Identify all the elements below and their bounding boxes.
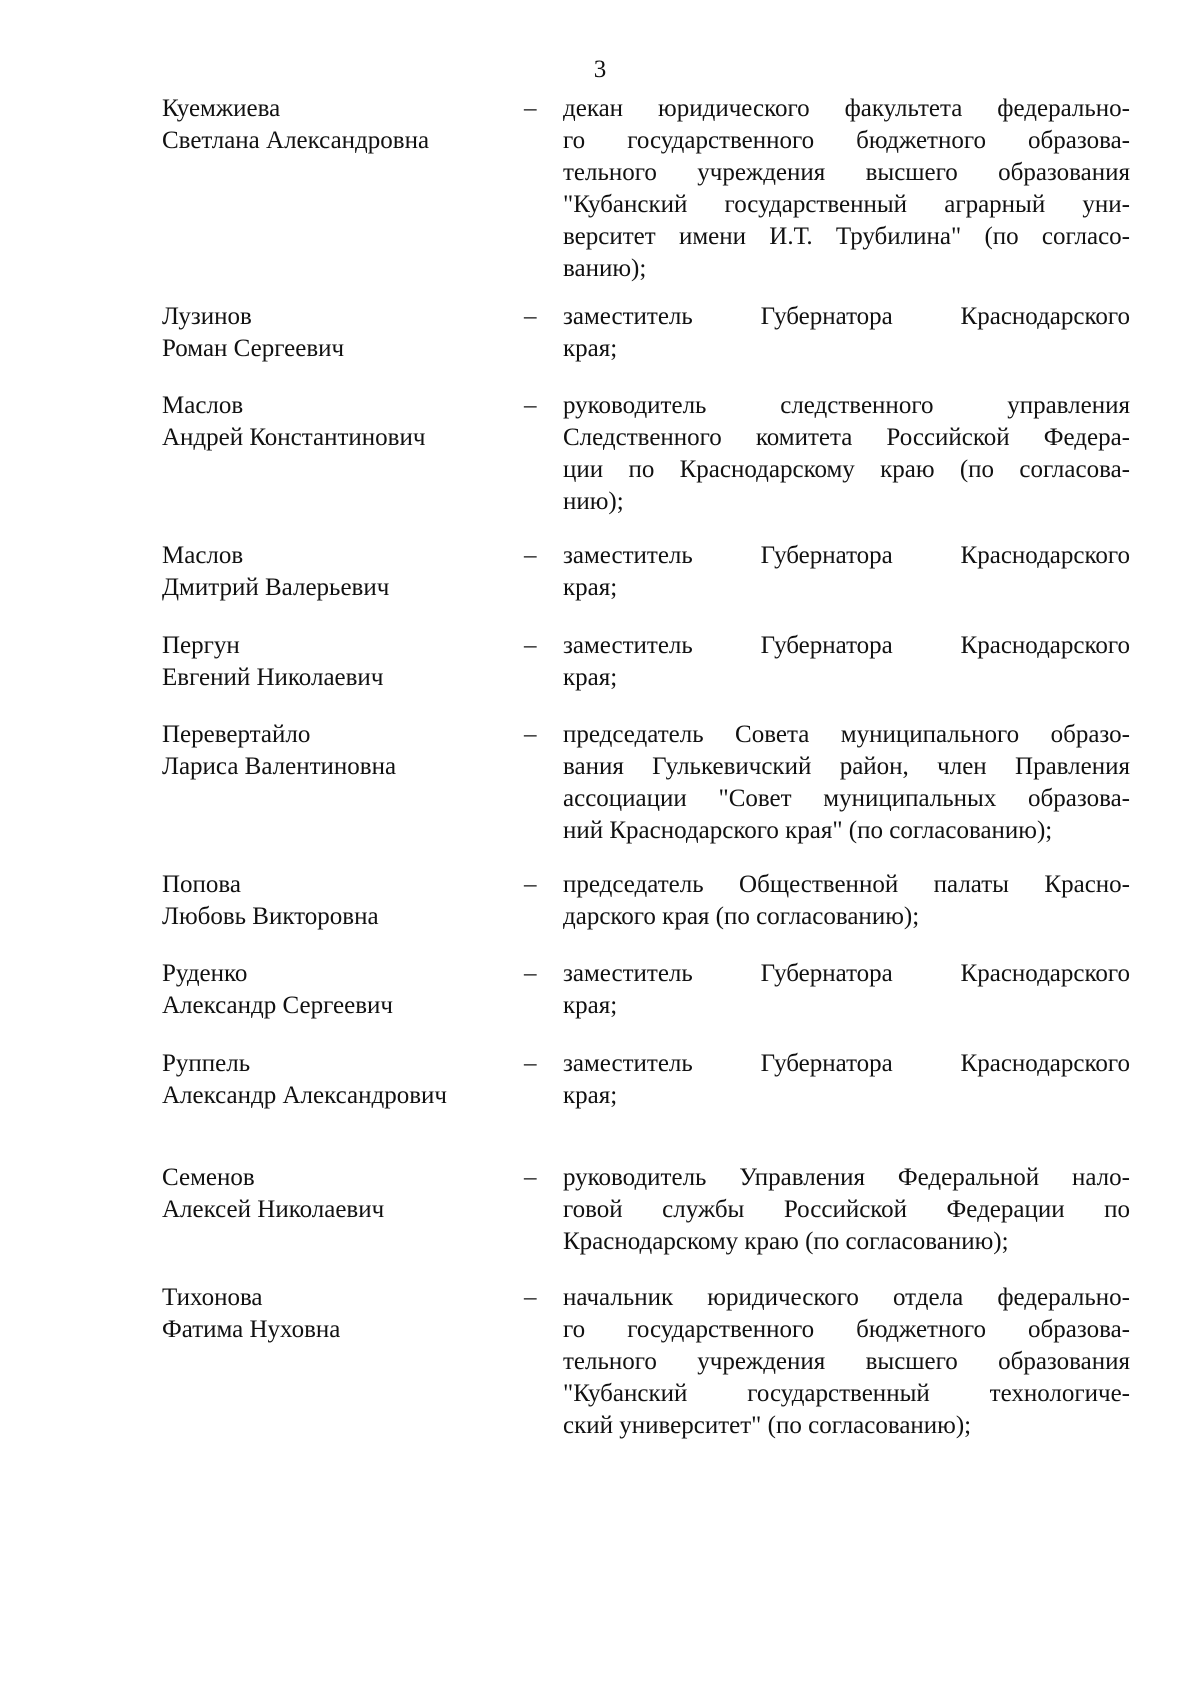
member-position (563, 390, 1130, 518)
member-given-names: Роман Сергеевич (162, 335, 345, 362)
member-surname: Маслов (162, 392, 244, 419)
position-line: го государственного бюджетного образова- (563, 1316, 1130, 1343)
position-line: "Кубанский государственный технологиче- (563, 1380, 1130, 1407)
member-given-names: Андрей Константинович (162, 424, 426, 451)
position-line: Краснодарскому краю (по согласованию); (563, 1228, 1009, 1255)
position-line: ции по Краснодарскому краю (по согласова- (563, 456, 1130, 483)
member-position (563, 1282, 1130, 1442)
position-line: ский университет" (по согласованию); (563, 1412, 972, 1439)
position-line: края; (563, 335, 618, 362)
member-given-names: Дмитрий Валерьевич (162, 574, 390, 601)
separator-dash: – (524, 1164, 537, 1191)
separator-dash: – (524, 542, 537, 569)
position-line: Следственного комитета Российской Федера- (563, 424, 1130, 451)
position-line: руководитель Управления Федеральной нало- (563, 1164, 1130, 1191)
position-line: края; (563, 992, 618, 1019)
member-name (162, 301, 522, 365)
member-surname: Перевертайло (162, 721, 311, 748)
position-line: говой службы Российской Федерации по (563, 1196, 1130, 1223)
position-line: го государственного бюджетного образова- (563, 127, 1130, 154)
member-name (162, 869, 522, 933)
member-position (563, 93, 1130, 285)
member-name (162, 1048, 522, 1112)
member-surname: Куемжиева (162, 95, 281, 122)
position-line: ассоциации "Совет муниципальных образова- (563, 785, 1130, 812)
position-line: края; (563, 664, 618, 691)
member-given-names: Фатима Нуховна (162, 1316, 341, 1343)
member-position (563, 301, 1130, 365)
position-line: "Кубанский государственный аграрный уни- (563, 191, 1130, 218)
position-line: заместитель Губернатора Краснодарского (563, 632, 1130, 659)
member-position (563, 1048, 1130, 1112)
member-surname: Руденко (162, 960, 248, 987)
member-name (162, 390, 522, 454)
position-line: нию); (563, 488, 624, 515)
separator-dash: – (524, 721, 537, 748)
separator-dash: – (524, 632, 537, 659)
member-surname: Маслов (162, 542, 244, 569)
member-name (162, 540, 522, 604)
position-line: декан юридического факультета федерально- (563, 95, 1130, 122)
member-name (162, 630, 522, 694)
member-name (162, 1282, 522, 1346)
member-given-names: Любовь Викторовна (162, 903, 379, 930)
member-surname: Попова (162, 871, 242, 898)
member-position (563, 869, 1130, 933)
member-given-names: Светлана Александровна (162, 127, 430, 154)
position-line: заместитель Губернатора Краснодарского (563, 303, 1130, 330)
member-given-names: Александр Александрович (162, 1082, 447, 1109)
member-position (563, 630, 1130, 694)
position-line: начальник юридического отдела федерально- (563, 1284, 1130, 1311)
position-line: руководитель следственного управления (563, 392, 1130, 419)
position-line: верситет имени И.Т. Трубилина" (по согласо- (563, 223, 1130, 250)
position-line: заместитель Губернатора Краснодарского (563, 960, 1130, 987)
member-surname: Семенов (162, 1164, 255, 1191)
position-line: председатель Общественной палаты Красно- (563, 871, 1130, 898)
position-line: тельного учреждения высшего образования (563, 159, 1130, 186)
member-surname: Тихонова (162, 1284, 263, 1311)
member-given-names: Алексей Николаевич (162, 1196, 385, 1223)
member-name (162, 958, 522, 1022)
separator-dash: – (524, 95, 537, 122)
member-name (162, 1162, 522, 1226)
position-line: тельного учреждения высшего образования (563, 1348, 1130, 1375)
member-given-names: Евгений Николаевич (162, 664, 384, 691)
member-surname: Руппель (162, 1050, 251, 1077)
separator-dash: – (524, 960, 537, 987)
separator-dash: – (524, 871, 537, 898)
member-given-names: Лариса Валентиновна (162, 753, 397, 780)
page-number: 3 (593, 56, 607, 83)
member-position (563, 1162, 1130, 1258)
position-line: ванию); (563, 255, 647, 282)
position-line: дарского края (по согласованию); (563, 903, 920, 930)
separator-dash: – (524, 392, 537, 419)
position-line: вания Гулькевичский район, член Правления (563, 753, 1130, 780)
separator-dash: – (524, 303, 537, 330)
member-surname: Лузинов (162, 303, 252, 330)
separator-dash: – (524, 1284, 537, 1311)
member-surname: Пергун (162, 632, 240, 659)
position-line: заместитель Губернатора Краснодарского (563, 1050, 1130, 1077)
separator-dash: – (524, 1050, 537, 1077)
member-position (563, 958, 1130, 1022)
position-line: края; (563, 574, 618, 601)
position-line: председатель Совета муниципального образо- (563, 721, 1130, 748)
position-line: края; (563, 1082, 618, 1109)
member-name (162, 93, 522, 157)
member-given-names: Александр Сергеевич (162, 992, 393, 1019)
member-position (563, 719, 1130, 847)
member-position (563, 540, 1130, 604)
position-line: ний Краснодарского края" (по согласованию); (563, 817, 1053, 844)
member-name (162, 719, 522, 783)
position-line: заместитель Губернатора Краснодарского (563, 542, 1130, 569)
